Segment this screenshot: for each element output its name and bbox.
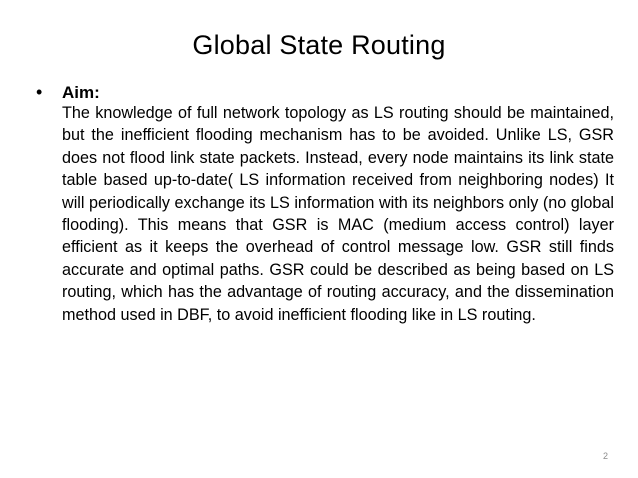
bullet-body-text: The knowledge of full network topology as LS routing should be maintained, but the inefficient flooding mechanism has to be avoided. Unlike LS, GSR does not flood link state packets. Instead, every node maintains its link state table based up-to-date( LS information received from neighboring nodes) It will periodically exchange its LS information with its neighbors only (no global flooding). This means that GSR is MAC (medium access control) layer efficient as it keeps the overhead of control message low. GSR still finds accurate and optimal paths. GSR could be described as being based on LS routing, which has the advantage of routing accuracy, and the dissemination method used in DBF, to avoid inefficient flooding like in LS routing. — [62, 104, 614, 324]
slide-title: Global State Routing — [192, 30, 446, 60]
page-number: 2 — [602, 451, 608, 461]
bullet-icon: • — [36, 82, 43, 102]
bullet-heading: Aim: — [62, 83, 100, 102]
